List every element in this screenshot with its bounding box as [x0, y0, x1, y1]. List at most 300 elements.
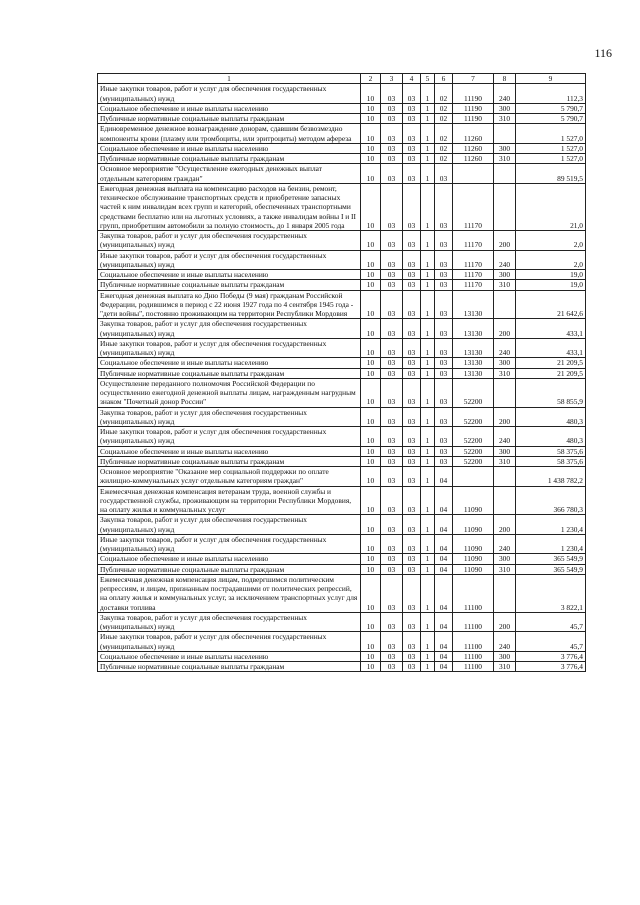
- direction-cell: 11090: [453, 564, 494, 574]
- row-name-cell: Социальное обеспечение и иные выплаты населению: [98, 143, 361, 153]
- program-cell: 03: [403, 632, 421, 652]
- row-name-cell: Ежемесячная денежная компенсация ветеранам труда, военной службы и государственной службы, проживающим на территории Республики Мордовия, на оплату жилья и коммунальных услуг: [98, 486, 361, 515]
- program-cell: 03: [403, 456, 421, 466]
- subprogram-cell: 1: [421, 250, 435, 270]
- direction-cell: 11260: [453, 154, 494, 164]
- direction-cell: 11190: [453, 84, 494, 104]
- expense-type-cell: [494, 467, 516, 487]
- program-cell: 03: [403, 250, 421, 270]
- direction-cell: 11190: [453, 103, 494, 113]
- direction-cell: 11100: [453, 574, 494, 612]
- activity-cell: 03: [435, 456, 453, 466]
- direction-cell: 11260: [453, 143, 494, 153]
- program-cell: 03: [403, 114, 421, 124]
- direction-cell: 11100: [453, 651, 494, 661]
- subprogram-cell: 1: [421, 143, 435, 153]
- activity-cell: 03: [435, 338, 453, 358]
- table-row: [98, 124, 586, 144]
- activity-cell: 03: [435, 280, 453, 290]
- subprogram-cell: 1: [421, 183, 435, 230]
- amount-cell: 1 438 782,2: [516, 467, 586, 487]
- activity-cell: 02: [435, 103, 453, 113]
- amount-cell: 19,0: [516, 280, 586, 290]
- activity-cell: 02: [435, 114, 453, 124]
- subprogram-cell: 1: [421, 564, 435, 574]
- row-name-cell: Публичные нормативные социальные выплаты гражданам: [98, 114, 361, 124]
- amount-cell: 1 230,4: [516, 515, 586, 535]
- program-cell: 03: [403, 280, 421, 290]
- amount-cell: 5 790,7: [516, 114, 586, 124]
- table-row: [98, 358, 586, 368]
- section-cell: 10: [361, 143, 381, 153]
- amount-cell: 58 375,6: [516, 446, 586, 456]
- subprogram-cell: 1: [421, 446, 435, 456]
- subprogram-cell: 1: [421, 632, 435, 652]
- section-cell: 10: [361, 124, 381, 144]
- program-cell: 03: [403, 358, 421, 368]
- row-name-cell: Социальное обеспечение и иные выплаты населению: [98, 651, 361, 661]
- subsection-cell: 03: [381, 338, 403, 358]
- row-name-cell: Иные закупки товаров, работ и услуг для обеспечения государственных (муниципальных) нужд: [98, 534, 361, 554]
- header-cell: 5: [421, 74, 435, 84]
- table-row: [98, 456, 586, 466]
- row-name-cell: Публичные нормативные социальные выплаты гражданам: [98, 154, 361, 164]
- section-cell: 10: [361, 290, 381, 319]
- table-row: [98, 164, 586, 184]
- row-name-cell: Иные закупки товаров, работ и услуг для обеспечения государственных (муниципальных) нужд: [98, 632, 361, 652]
- subsection-cell: 03: [381, 164, 403, 184]
- expense-type-cell: 310: [494, 154, 516, 164]
- section-cell: 10: [361, 564, 381, 574]
- activity-cell: 03: [435, 378, 453, 407]
- expense-type-cell: [494, 486, 516, 515]
- table-row: [98, 427, 586, 447]
- expense-type-cell: 310: [494, 564, 516, 574]
- header-cell: 8: [494, 74, 516, 84]
- direction-cell: 11090: [453, 554, 494, 564]
- subsection-cell: 03: [381, 103, 403, 113]
- amount-cell: 2,0: [516, 250, 586, 270]
- activity-cell: 04: [435, 612, 453, 632]
- expense-type-cell: 240: [494, 338, 516, 358]
- amount-cell: 21 209,5: [516, 358, 586, 368]
- section-cell: 10: [361, 612, 381, 632]
- table-row: [98, 270, 586, 280]
- section-cell: 10: [361, 358, 381, 368]
- expense-type-cell: 240: [494, 632, 516, 652]
- amount-cell: 5 790,7: [516, 103, 586, 113]
- direction-cell: 11170: [453, 280, 494, 290]
- subsection-cell: 03: [381, 143, 403, 153]
- table-row: [98, 486, 586, 515]
- amount-cell: 89 519,5: [516, 164, 586, 184]
- activity-cell: 04: [435, 574, 453, 612]
- activity-cell: 04: [435, 554, 453, 564]
- table-row: [98, 651, 586, 661]
- subprogram-cell: 1: [421, 154, 435, 164]
- section-cell: 10: [361, 319, 381, 339]
- direction-cell: 11100: [453, 612, 494, 632]
- table-row: [98, 290, 586, 319]
- table-row: [98, 368, 586, 378]
- table-header-row: [98, 74, 586, 84]
- subsection-cell: 03: [381, 486, 403, 515]
- subprogram-cell: 1: [421, 319, 435, 339]
- activity-cell: 02: [435, 143, 453, 153]
- expense-type-cell: 240: [494, 534, 516, 554]
- program-cell: 03: [403, 368, 421, 378]
- expense-type-cell: 300: [494, 103, 516, 113]
- subsection-cell: 03: [381, 456, 403, 466]
- program-cell: 03: [403, 270, 421, 280]
- activity-cell: 02: [435, 124, 453, 144]
- subprogram-cell: 1: [421, 574, 435, 612]
- expense-type-cell: 300: [494, 446, 516, 456]
- amount-cell: 21 209,5: [516, 368, 586, 378]
- table-row: [98, 534, 586, 554]
- activity-cell: 03: [435, 250, 453, 270]
- expense-type-cell: 200: [494, 515, 516, 535]
- program-cell: 03: [403, 338, 421, 358]
- direction-cell: 11170: [453, 183, 494, 230]
- direction-cell: 11100: [453, 632, 494, 652]
- subsection-cell: 03: [381, 564, 403, 574]
- section-cell: 10: [361, 427, 381, 447]
- subsection-cell: 03: [381, 407, 403, 427]
- expense-type-cell: [494, 124, 516, 144]
- row-name-cell: Публичные нормативные социальные выплаты гражданам: [98, 662, 361, 672]
- activity-cell: 04: [435, 486, 453, 515]
- program-cell: 03: [403, 164, 421, 184]
- activity-cell: 04: [435, 515, 453, 535]
- subprogram-cell: 1: [421, 84, 435, 104]
- subprogram-cell: 1: [421, 290, 435, 319]
- subprogram-cell: 1: [421, 368, 435, 378]
- section-cell: 10: [361, 231, 381, 251]
- subprogram-cell: 1: [421, 427, 435, 447]
- amount-cell: 112,3: [516, 84, 586, 104]
- header-cell: 7: [453, 74, 494, 84]
- section-cell: 10: [361, 280, 381, 290]
- expense-type-cell: 200: [494, 231, 516, 251]
- row-name-cell: Иные закупки товаров, работ и услуг для обеспечения государственных (муниципальных) нужд: [98, 250, 361, 270]
- direction-cell: 13130: [453, 290, 494, 319]
- activity-cell: 04: [435, 534, 453, 554]
- page-number: 116: [594, 46, 612, 60]
- direction-cell: 52200: [453, 456, 494, 466]
- direction-cell: 52200: [453, 427, 494, 447]
- table-row: [98, 154, 586, 164]
- expense-type-cell: 300: [494, 143, 516, 153]
- subsection-cell: 03: [381, 183, 403, 230]
- program-cell: 03: [403, 143, 421, 153]
- activity-cell: 03: [435, 270, 453, 280]
- row-name-cell: Публичные нормативные социальные выплаты гражданам: [98, 280, 361, 290]
- subsection-cell: 03: [381, 427, 403, 447]
- subsection-cell: 03: [381, 515, 403, 535]
- program-cell: 03: [403, 612, 421, 632]
- expense-type-cell: [494, 378, 516, 407]
- program-cell: 03: [403, 103, 421, 113]
- header-cell: 2: [361, 74, 381, 84]
- amount-cell: 1 230,4: [516, 534, 586, 554]
- subsection-cell: 03: [381, 114, 403, 124]
- program-cell: 03: [403, 378, 421, 407]
- activity-cell: 04: [435, 651, 453, 661]
- section-cell: 10: [361, 446, 381, 456]
- direction-cell: 13130: [453, 368, 494, 378]
- direction-cell: 13130: [453, 358, 494, 368]
- amount-cell: 2,0: [516, 231, 586, 251]
- table-row: [98, 231, 586, 251]
- amount-cell: 366 780,3: [516, 486, 586, 515]
- subsection-cell: 03: [381, 154, 403, 164]
- subprogram-cell: 1: [421, 486, 435, 515]
- row-name-cell: Закупка товаров, работ и услуг для обеспечения государственных (муниципальных) нужд: [98, 407, 361, 427]
- program-cell: 03: [403, 486, 421, 515]
- subsection-cell: 03: [381, 612, 403, 632]
- activity-cell: 04: [435, 467, 453, 487]
- table-row: [98, 554, 586, 564]
- direction-cell: 11190: [453, 114, 494, 124]
- direction-cell: 52200: [453, 407, 494, 427]
- activity-cell: 03: [435, 358, 453, 368]
- direction-cell: [453, 164, 494, 184]
- table-row: [98, 407, 586, 427]
- section-cell: 10: [361, 407, 381, 427]
- subsection-cell: 03: [381, 574, 403, 612]
- section-cell: 10: [361, 368, 381, 378]
- program-cell: 03: [403, 84, 421, 104]
- table-row: [98, 250, 586, 270]
- subsection-cell: 03: [381, 378, 403, 407]
- section-cell: 10: [361, 114, 381, 124]
- program-cell: 03: [403, 574, 421, 612]
- subsection-cell: 03: [381, 446, 403, 456]
- section-cell: 10: [361, 554, 381, 564]
- section-cell: 10: [361, 534, 381, 554]
- direction-cell: 11090: [453, 515, 494, 535]
- direction-cell: 52200: [453, 446, 494, 456]
- expense-type-cell: [494, 183, 516, 230]
- amount-cell: 480,3: [516, 427, 586, 447]
- direction-cell: 11090: [453, 486, 494, 515]
- direction-cell: 13130: [453, 319, 494, 339]
- direction-cell: 11100: [453, 662, 494, 672]
- amount-cell: 3 822,1: [516, 574, 586, 612]
- activity-cell: 04: [435, 662, 453, 672]
- expense-type-cell: 240: [494, 250, 516, 270]
- table-row: [98, 114, 586, 124]
- direction-cell: 11090: [453, 534, 494, 554]
- header-cell: 9: [516, 74, 586, 84]
- direction-cell: [453, 467, 494, 487]
- expense-type-cell: 300: [494, 270, 516, 280]
- expense-type-cell: 240: [494, 427, 516, 447]
- subsection-cell: 03: [381, 632, 403, 652]
- activity-cell: 03: [435, 427, 453, 447]
- section-cell: 10: [361, 183, 381, 230]
- subprogram-cell: 1: [421, 662, 435, 672]
- program-cell: 03: [403, 183, 421, 230]
- expense-type-cell: 310: [494, 368, 516, 378]
- program-cell: 03: [403, 515, 421, 535]
- expense-type-cell: 300: [494, 358, 516, 368]
- activity-cell: 03: [435, 164, 453, 184]
- section-cell: 10: [361, 662, 381, 672]
- table-row: [98, 632, 586, 652]
- subprogram-cell: 1: [421, 407, 435, 427]
- subprogram-cell: 1: [421, 515, 435, 535]
- activity-cell: 04: [435, 632, 453, 652]
- amount-cell: 21 642,6: [516, 290, 586, 319]
- table-row: [98, 662, 586, 672]
- row-name-cell: Закупка товаров, работ и услуг для обеспечения государственных (муниципальных) нужд: [98, 515, 361, 535]
- section-cell: 10: [361, 456, 381, 466]
- section-cell: 10: [361, 84, 381, 104]
- row-name-cell: Социальное обеспечение и иные выплаты населению: [98, 554, 361, 564]
- header-cell: 6: [435, 74, 453, 84]
- activity-cell: 03: [435, 368, 453, 378]
- section-cell: 10: [361, 467, 381, 487]
- expense-type-cell: 200: [494, 612, 516, 632]
- section-cell: 10: [361, 338, 381, 358]
- program-cell: 03: [403, 651, 421, 661]
- program-cell: 03: [403, 124, 421, 144]
- row-name-cell: Осуществление переданного полномочия Российской Федерации по осуществлению ежегодной денежной выплаты лицам, награжденным нагрудным знаком "Почетный донор России": [98, 378, 361, 407]
- direction-cell: 52200: [453, 378, 494, 407]
- subsection-cell: 03: [381, 84, 403, 104]
- row-name-cell: Единовременное денежное вознаграждение донорам, сдавшим безвозмездно компоненты крови (плазму или тромбоциты, или эритроциты) методом афереза: [98, 124, 361, 144]
- expense-type-cell: 300: [494, 651, 516, 661]
- program-cell: 03: [403, 534, 421, 554]
- row-name-cell: Ежемесячная денежная компенсация лицам, подвергшимся политическим репрессиям, и лицам, признанным пострадавшими от политических репрессий, на оплату жилья и коммунальных услуг, за исключением транспортных услуг для доставки топлива: [98, 574, 361, 612]
- amount-cell: 365 549,9: [516, 554, 586, 564]
- section-cell: 10: [361, 154, 381, 164]
- header-cell: 1: [98, 74, 361, 84]
- subprogram-cell: 1: [421, 338, 435, 358]
- row-name-cell: Закупка товаров, работ и услуг для обеспечения государственных (муниципальных) нужд: [98, 612, 361, 632]
- direction-cell: 11170: [453, 270, 494, 280]
- amount-cell: 1 527,0: [516, 154, 586, 164]
- subsection-cell: 03: [381, 290, 403, 319]
- subsection-cell: 03: [381, 358, 403, 368]
- subsection-cell: 03: [381, 124, 403, 144]
- direction-cell: 11260: [453, 124, 494, 144]
- section-cell: 10: [361, 378, 381, 407]
- section-cell: 10: [361, 250, 381, 270]
- table-row: [98, 574, 586, 612]
- table-row: [98, 515, 586, 535]
- budget-table: [97, 73, 586, 672]
- subsection-cell: 03: [381, 554, 403, 564]
- section-cell: 10: [361, 486, 381, 515]
- amount-cell: 58 855,9: [516, 378, 586, 407]
- amount-cell: 3 776,4: [516, 651, 586, 661]
- expense-type-cell: 310: [494, 114, 516, 124]
- row-name-cell: Публичные нормативные социальные выплаты гражданам: [98, 368, 361, 378]
- amount-cell: 480,3: [516, 407, 586, 427]
- section-cell: 10: [361, 270, 381, 280]
- expense-type-cell: [494, 164, 516, 184]
- amount-cell: 1 527,0: [516, 143, 586, 153]
- amount-cell: 45,7: [516, 612, 586, 632]
- program-cell: 03: [403, 290, 421, 319]
- subprogram-cell: 1: [421, 270, 435, 280]
- row-name-cell: Социальное обеспечение и иные выплаты населению: [98, 270, 361, 280]
- section-cell: 10: [361, 574, 381, 612]
- subprogram-cell: 1: [421, 103, 435, 113]
- row-name-cell: Социальное обеспечение и иные выплаты населению: [98, 103, 361, 113]
- row-name-cell: Иные закупки товаров, работ и услуг для обеспечения государственных (муниципальных) нужд: [98, 338, 361, 358]
- subsection-cell: 03: [381, 319, 403, 339]
- subsection-cell: 03: [381, 270, 403, 280]
- subsection-cell: 03: [381, 534, 403, 554]
- row-name-cell: Ежегодная денежная выплата ко Дню Победы (9 мая) гражданам Российской Федерации, родившимся в период с 22 июня 1927 года по 4 сентября 1945 года - "дети войны", постоянно проживающим на территории Республики Мордовия: [98, 290, 361, 319]
- subsection-cell: 03: [381, 662, 403, 672]
- section-cell: 10: [361, 632, 381, 652]
- subprogram-cell: 1: [421, 114, 435, 124]
- amount-cell: 3 776,4: [516, 662, 586, 672]
- table-row: [98, 612, 586, 632]
- section-cell: 10: [361, 651, 381, 661]
- row-name-cell: Иные закупки товаров, работ и услуг для обеспечения государственных (муниципальных) нужд: [98, 427, 361, 447]
- activity-cell: 03: [435, 231, 453, 251]
- header-cell: 3: [381, 74, 403, 84]
- amount-cell: 1 527,0: [516, 124, 586, 144]
- row-name-cell: Публичные нормативные социальные выплаты гражданам: [98, 564, 361, 574]
- table-row: [98, 319, 586, 339]
- subsection-cell: 03: [381, 368, 403, 378]
- table-row: [98, 143, 586, 153]
- row-name-cell: Социальное обеспечение и иные выплаты населению: [98, 446, 361, 456]
- subprogram-cell: 1: [421, 124, 435, 144]
- subsection-cell: 03: [381, 231, 403, 251]
- program-cell: 03: [403, 446, 421, 456]
- program-cell: 03: [403, 407, 421, 427]
- program-cell: 03: [403, 154, 421, 164]
- activity-cell: 03: [435, 183, 453, 230]
- table-row: [98, 280, 586, 290]
- program-cell: 03: [403, 662, 421, 672]
- subprogram-cell: 1: [421, 456, 435, 466]
- activity-cell: 04: [435, 564, 453, 574]
- section-cell: 10: [361, 515, 381, 535]
- subprogram-cell: 1: [421, 651, 435, 661]
- activity-cell: 03: [435, 446, 453, 456]
- expense-type-cell: 310: [494, 280, 516, 290]
- expense-type-cell: 200: [494, 319, 516, 339]
- subsection-cell: 03: [381, 651, 403, 661]
- activity-cell: 03: [435, 290, 453, 319]
- row-name-cell: Социальное обеспечение и иные выплаты населению: [98, 358, 361, 368]
- activity-cell: 03: [435, 319, 453, 339]
- program-cell: 03: [403, 554, 421, 564]
- amount-cell: 433,1: [516, 338, 586, 358]
- subprogram-cell: 1: [421, 280, 435, 290]
- section-cell: 10: [361, 164, 381, 184]
- subsection-cell: 03: [381, 467, 403, 487]
- amount-cell: 19,0: [516, 270, 586, 280]
- expense-type-cell: 310: [494, 456, 516, 466]
- program-cell: 03: [403, 319, 421, 339]
- expense-type-cell: [494, 574, 516, 612]
- subprogram-cell: 1: [421, 231, 435, 251]
- direction-cell: 11170: [453, 231, 494, 251]
- expense-type-cell: 200: [494, 407, 516, 427]
- direction-cell: 13130: [453, 338, 494, 358]
- expense-type-cell: 240: [494, 84, 516, 104]
